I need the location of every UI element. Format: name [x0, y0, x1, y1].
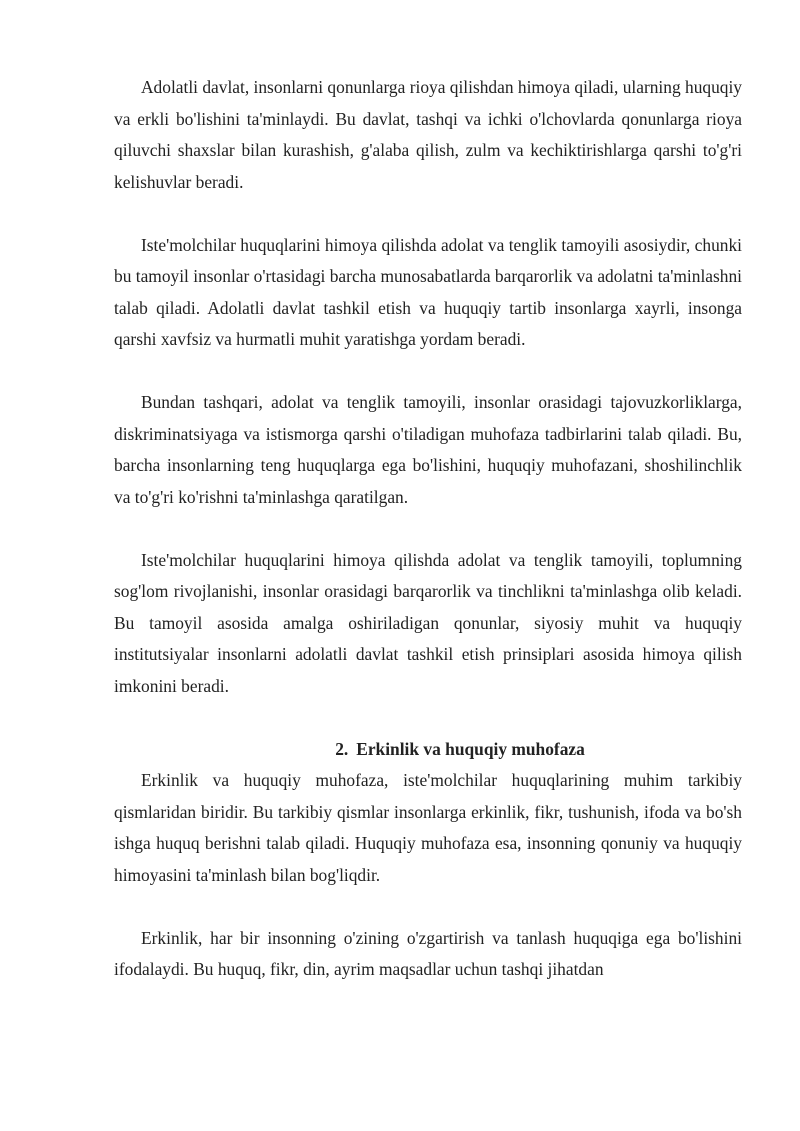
paragraph-gap — [114, 198, 742, 230]
paragraph-gap — [114, 513, 742, 545]
paragraph-gap — [114, 356, 742, 388]
paragraph-5: Erkinlik va huquqiy muhofaza, iste'molchilar huquqlarining muhim tarkibiy qismlaridan biridir. Bu tarkibiy qismlar insonlarga erkinlik, fikr, tushunish, ifoda va bo'sh ishga huquq berishni talab qiladi. Huquqiy muhofaza esa, insonning qonuniy va huquqiy himoyasini ta'minlash bilan bog'liqdir. — [114, 770, 742, 885]
paragraph-1: Adolatli davlat, insonlarni qonunlarga rioya qilishdan himoya qiladi, ularning huquqiy va erkli bo'lishini ta'minlaydi. Bu davlat, tashqi va ichki o'lchovlarda qonunlarga rioya qiluvchi shaxslar bilan kurashish, g'alaba qilish, zulm va kechiktirishlarga qarshi to'g'ri kelishuvlar beradi. — [114, 77, 743, 192]
document-body — [114, 72, 742, 986]
paragraph-4: Iste'molchilar huquqlarini himoya qilishda adolat va tenglik tamoyili, toplumning sog'lom rivojlanishi, insonlar orasidagi barqarorlik va tinchlikni ta'minlashga olib keladi. Bu tamoyil asosida amalga oshiriladigan qonunlar, siyosiy muhit va huquqiy institutsiyalar insonlarni adolatli davlat tashkil etish prinsiplari asosida himoya qilish imkonini beradi. — [114, 549, 742, 696]
section-heading — [114, 734, 742, 766]
paragraph-2: Iste'molchilar huquqlarini himoya qilishda adolat va tenglik tamoyili asosiydir, chunki bu tamoyil insonlar o'rtasidagi barcha munosabatlarda barqarorlik va adolatni ta'minlashni talab qiladi. Adolatli davlat tashkil etish va huquqiy tartib insonlarga xayrli, insonga qarshi xavfsiz va hurmatli muhit yaratishga yordam beradi. — [114, 234, 742, 349]
section-title: Erkinlik va huquqiy muhofaza — [356, 738, 585, 759]
paragraph-gap — [114, 891, 742, 923]
paragraph-gap — [114, 702, 742, 734]
section-number: 2. — [335, 738, 349, 759]
paragraph-3: Bundan tashqari, adolat va tenglik tamoyili, insonlar orasidagi tajovuzkorliklarga, diskriminatsiyaga va istismorga qarshi o'tiladigan muhofaza tadbirlarini talab qiladi. Bu, barcha insonlarning teng huquqlarga ega bo'lishini, huquqiy muhofazani, shoshilinchlik va to'g'ri ko'rishni ta'minlashga qaratilgan. — [114, 392, 742, 507]
paragraph-6: Erkinlik, har bir insonning o'zining o'zgartirish va tanlash huquqiga ega bo'lishini ifodalaydi. Bu huquq, fikr, din, ayrim maqsadlar uchun tashqi jihatdan — [114, 927, 742, 979]
